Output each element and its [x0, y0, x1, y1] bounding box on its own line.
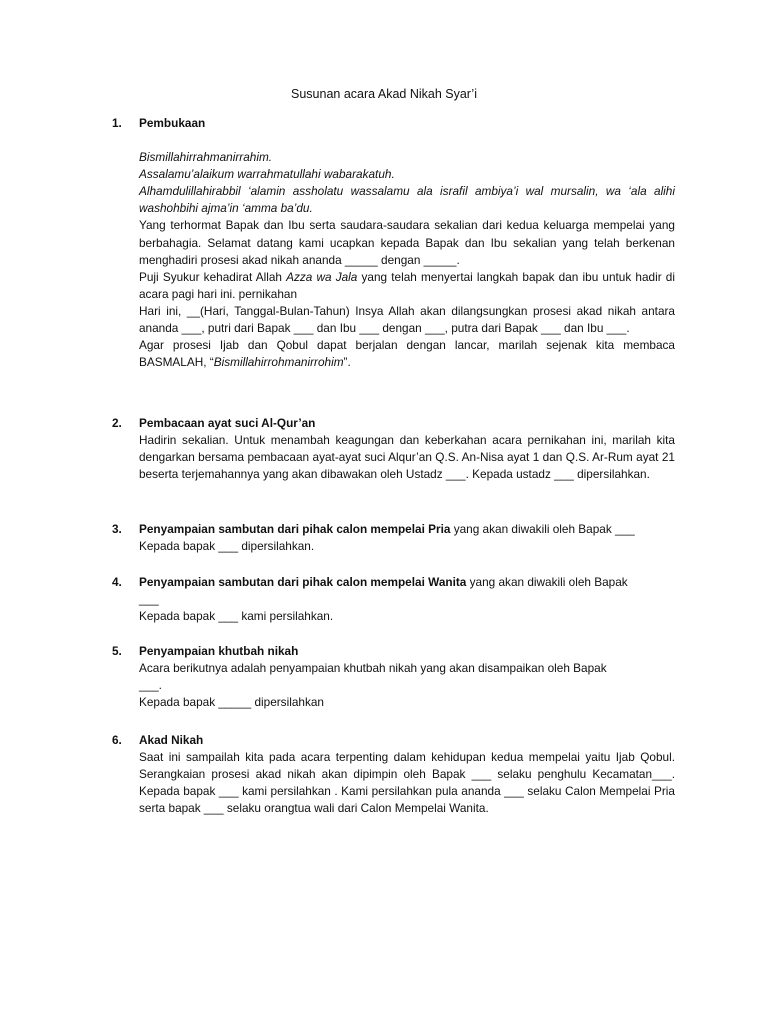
- paragraph-line: [139, 337, 675, 371]
- paragraph-line: Acara berikutnya adalah penyampaian khutbah nikah yang akan disampaikan oleh Bapak: [139, 661, 607, 676]
- section-khutbah-nikah: [112, 643, 675, 711]
- spacer: [139, 132, 675, 149]
- text-run: Azza wa Jala: [286, 269, 358, 284]
- section-number: 4.: [112, 575, 122, 589]
- paragraph-line: Alhamdulillahirabbil ‘alamin assholatu wassalamu ala israfil ambiya’i wal mursalin, wa ‘ala alihi washohbihi ajma’in ‘amma ba’du.: [139, 184, 675, 216]
- paragraph-line: Hari ini, __(Hari, Tanggal-Bulan-Tahun) Insya Allah akan dilangsungkan prosesi akad nikah antara ananda ___, putri dari Bapak ___ dan Ibu ___ dengan ___, putra dari Bapak ___ dan Ibu ___.: [139, 303, 675, 336]
- section-number: 2.: [112, 416, 122, 430]
- section-heading: Penyampaian khutbah nikah: [139, 644, 299, 658]
- paragraph-line: [139, 269, 675, 303]
- section-sambutan-pria: [112, 521, 675, 555]
- section-number: 5.: [112, 644, 122, 658]
- section-pembukaan: [112, 115, 675, 371]
- text-run: yang akan diwakili oleh Bapak: [466, 575, 628, 589]
- text-run: yang telah menyertai langkah bapak dan ibu untuk hadir di acara pagi hari ini. pernikahan: [139, 269, 675, 301]
- text-run: Puji Syukur kehadirat Allah: [139, 269, 282, 284]
- section-heading: Penyampaian sambutan dari pihak calon mempelai Wanita: [139, 575, 467, 589]
- section-heading: Akad Nikah: [139, 733, 204, 747]
- paragraph-line: ___: [139, 592, 159, 607]
- section-sambutan-wanita: [112, 574, 675, 625]
- text-run: ”.: [343, 355, 351, 370]
- section-number: 6.: [112, 733, 122, 747]
- paragraph-line: Yang terhormat Bapak dan Ibu serta saudara-saudara sekalian dari kedua keluarga mempelai yang berbahagia. Selamat datang kami ucapkan kepada Bapak dan Ibu sekalian yang telah berkenan menghadiri prosesi akad nikah ananda _____ dengan _____.: [139, 218, 675, 267]
- section-number: 3.: [112, 522, 122, 536]
- section-akad-nikah: [112, 732, 675, 817]
- text-run: Bismillahirrohmanirrohim: [213, 355, 344, 370]
- text-run: yang akan diwakili oleh Bapak ___: [450, 522, 635, 536]
- paragraph-line: Kepada bapak _____ dipersilahkan: [139, 695, 324, 710]
- paragraph-line: Saat ini sampailah kita pada acara terpenting dalam kehidupan kedua mempelai yaitu Ijab Qobul. Serangkaian prosesi akad nikah akan dipimpin oleh Bapak ___ selaku penghulu Kecamatan___. Kepada bapak ___ kami persilahkan . Kami persilahkan pula ananda ___ selaku Calon Mempelai Pria serta bapak ___ selaku orangtua wali dari Calon Mempelai Wanita.: [139, 750, 675, 816]
- paragraph-line: Bismillahirrahmanirrahim.: [139, 150, 273, 165]
- section-number: 1.: [112, 116, 122, 130]
- text-run: Agar prosesi Ijab dan Qobul dapat berjalan dengan lancar, marilah sejenak kita membaca BASMALAH, “: [139, 338, 675, 370]
- section-pembacaan-quran: [112, 415, 675, 483]
- section-heading: Pembacaan ayat suci Al-Qur’an: [139, 416, 316, 430]
- section-heading-line: [139, 574, 675, 591]
- document-title: Susunan acara Akad Nikah Syar’i: [291, 87, 477, 101]
- section-heading: Penyampaian sambutan dari pihak calon mempelai Pria: [139, 522, 451, 536]
- section-heading-line: [139, 521, 675, 538]
- paragraph-line: Assalamu’alaikum warrahmatullahi wabarakatuh.: [139, 167, 395, 182]
- paragraph-line: Kepada bapak ___ kami persilahkan.: [139, 609, 334, 624]
- paragraph-line: Hadirin sekalian. Untuk menambah keagungan dan keberkahan acara pernikahan ini, marilah kita dengarkan bersama pembacaan ayat-ayat suci Alqur’an Q.S. An-Nisa ayat 1 dan Q.S. Ar-Rum ayat 21 beserta terjemahannya yang akan dibawakan oleh Ustadz ___. Kepada ustadz ___ dipersilahkan.: [139, 433, 675, 482]
- paragraph-line: ___.: [139, 678, 162, 693]
- section-heading: Pembukaan: [139, 116, 206, 130]
- paragraph-line: Kepada bapak ___ dipersilahkan.: [139, 539, 315, 554]
